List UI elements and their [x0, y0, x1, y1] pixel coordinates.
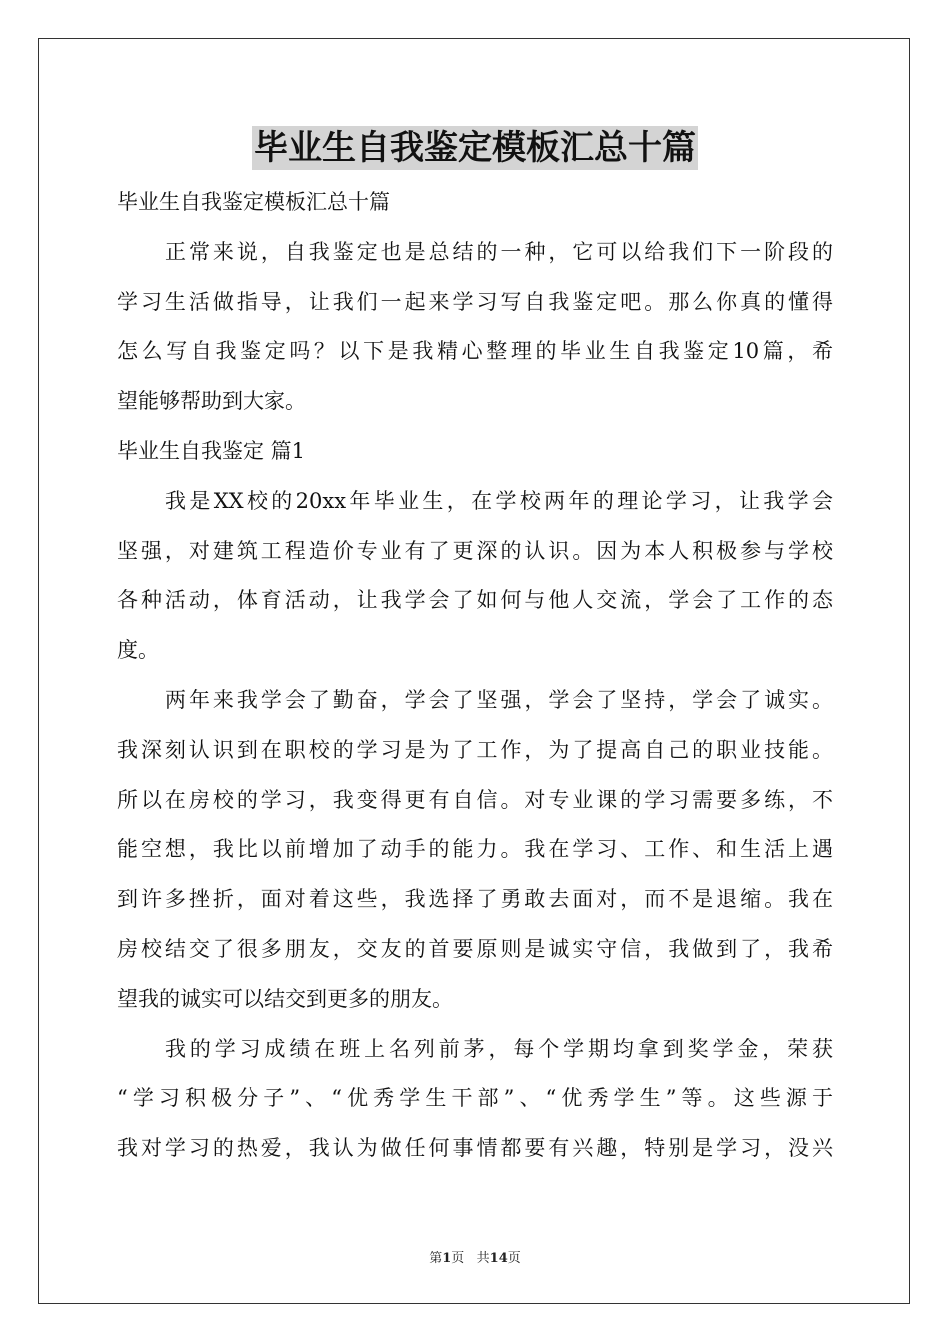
document-title: 毕业生自我鉴定模板汇总十篇 — [254, 128, 696, 168]
paragraph-line: 望我的诚实可以结交到更多的朋友。 — [117, 986, 453, 1011]
paragraph-line: 能空想，我比以前增加了动手的能力。我在学习、工作、和生活上遇 — [117, 837, 833, 862]
paragraph-line: “学习积极分子”、“优秀学生干部”、“优秀学生”等。这些源于 — [117, 1086, 833, 1111]
section-heading: 毕业生自我鉴定 篇1 — [117, 438, 306, 463]
paragraph-line: 怎么写自我鉴定吗？以下是我精心整理的毕业生自我鉴定10篇，希 — [117, 339, 833, 364]
footer-current-page: 1 — [442, 1251, 452, 1266]
document-subtitle: 毕业生自我鉴定模板汇总十篇 — [117, 190, 390, 214]
paragraph-line: 学习生活做指导，让我们一起来学习写自我鉴定吧。那么你真的懂得 — [117, 289, 833, 314]
paragraph-line: 望能够帮助到大家。 — [117, 389, 306, 414]
paragraph-line: 我的学习成绩在班上名列前茅，每个学期均拿到奖学金，荣获 — [165, 1036, 833, 1061]
footer-prefix: 第 — [429, 1251, 443, 1266]
paragraph-line: 正常来说，自我鉴定也是总结的一种，它可以给我们下一阶段的 — [165, 239, 833, 264]
document-body — [117, 178, 833, 1174]
paragraph-line: 两年来我学会了勤奋，学会了坚强，学会了坚持，学会了诚实。 — [165, 687, 833, 712]
footer-suffix: 页 — [507, 1251, 521, 1266]
paragraph-line: 到许多挫折，面对着这些，我选择了勇敢去面对，而不是退缩。我在 — [117, 887, 833, 912]
title-wrap — [0, 126, 950, 170]
page-footer — [0, 1247, 950, 1266]
paragraph-line: 各种活动，体育活动，让我学会了如何与他人交流，学会了工作的态 — [117, 588, 833, 613]
paragraph-line: 度。 — [117, 638, 159, 663]
paragraph-line: 坚强，对建筑工程造价专业有了更深的认识。因为本人积极参与学校 — [117, 538, 833, 563]
paragraph-line: 房校结交了很多朋友，交友的首要原则是诚实守信，我做到了，我希 — [117, 936, 833, 961]
paragraph-line: 我深刻认识到在职校的学习是为了工作，为了提高自己的职业技能。 — [117, 737, 833, 762]
paragraph-line: 所以在房校的学习，我变得更有自信。对专业课的学习需要多练，不 — [117, 787, 833, 812]
paragraph-line: 我对学习的热爱，我认为做任何事情都要有兴趣，特别是学习，没兴 — [117, 1136, 833, 1161]
footer-mid: 页 共 — [451, 1251, 490, 1266]
paragraph-line: 我是XX校的20xx年毕业生，在学校两年的理论学习，让我学会 — [165, 488, 833, 513]
footer-total-pages: 14 — [489, 1251, 508, 1266]
